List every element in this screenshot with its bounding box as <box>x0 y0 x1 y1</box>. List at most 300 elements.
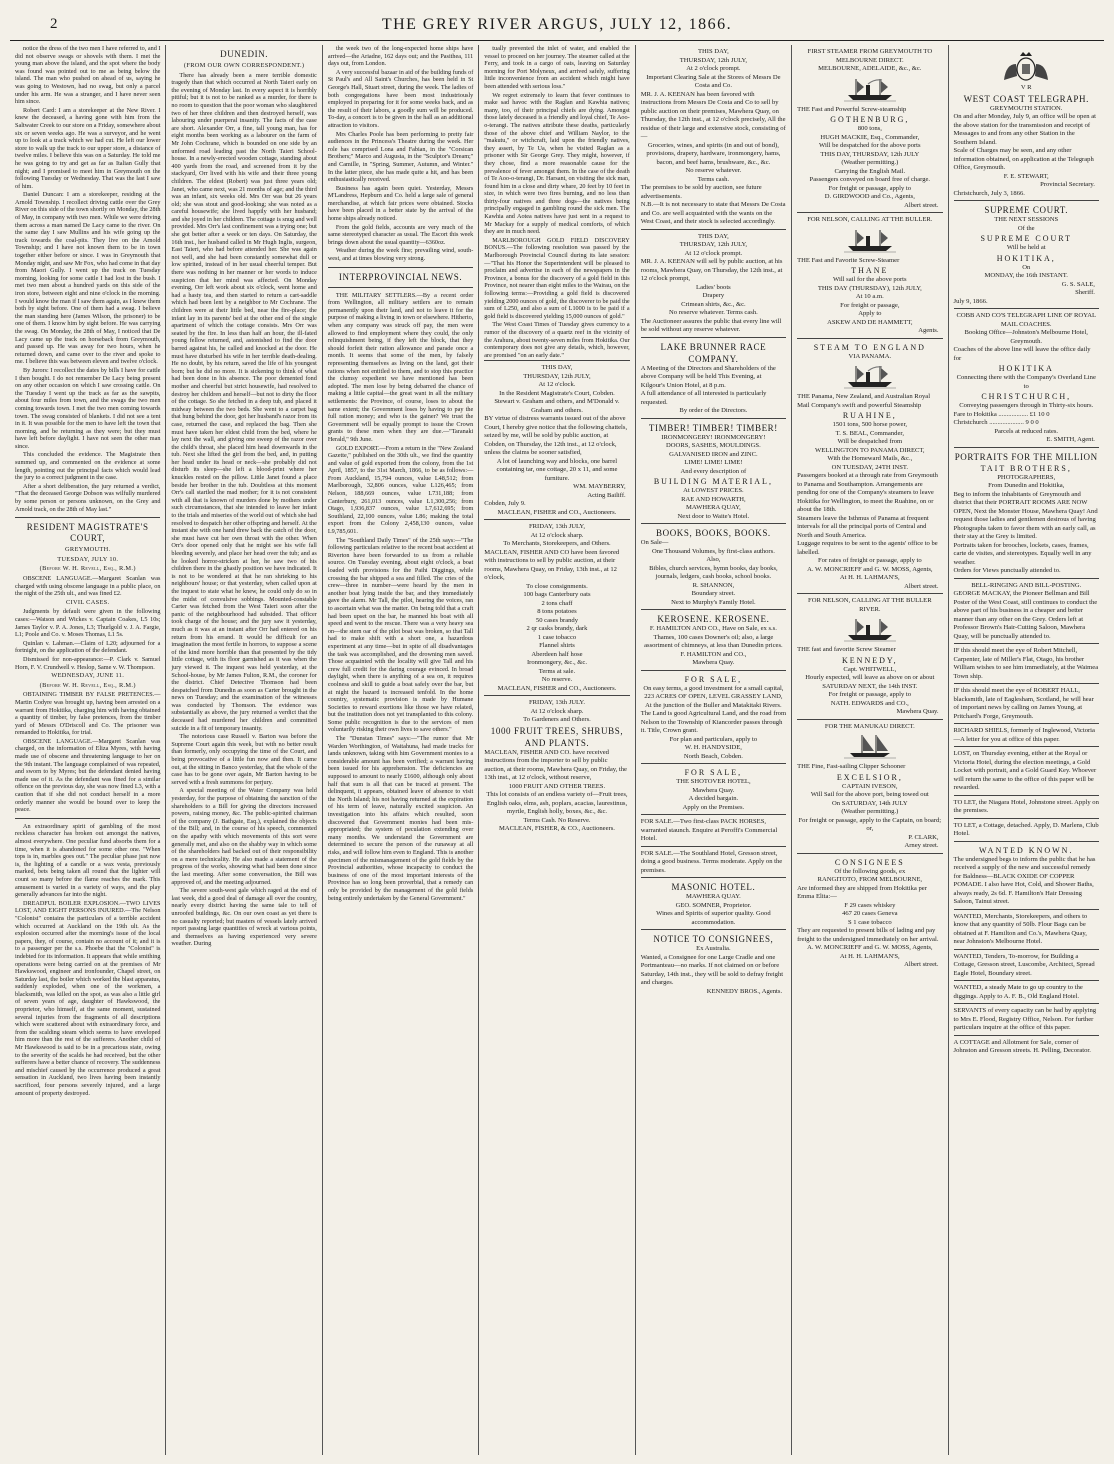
ad-body: THE Fine, Fast-sailing Clipper Schooner <box>797 763 906 770</box>
ad-line: PHOTOGRAPHERS, <box>997 473 1056 481</box>
section-heading: RESIDENT MAGISTRATE'S COURT, <box>26 522 149 544</box>
ad-line: Will Sail for the above port, being towed out <box>810 791 929 798</box>
article-paragraph: Daniel Duncan: I am a storekeeper, residing at the Arnold Township. I recollect driving cattle over the Grey River on this side of the town shortly on Monday, the 28th of May, in company with two men. While we were driving them across a man named De Lacy came to the river. On the same day I saw Mullins and his wife going up the track towards the coal-pits. They live on the Arnold Township; and I have not known them to be in town together either before or since. I was in Greymouth that Monday night, and saw Mr Fox, who had come in that day from Maori Gully. I went up the track on Tuesday morning, looking for some cattle I had lost in the bush. I met two men about a hundred yards on this side of the iron store, between eight and nine o'clock in the morning. I would know the man if I saw them again, as I knew them both by sight before. One of them had a swag. I believe the man standing here (James Wilson, the prisoner) to be one of them. I know him by sight before. He was carrying the swag. On Monday, the 28th of May, I noticed that De Lacy came up the track on horseback from Greymouth, and passed up. He was away for two hours, when he returned down, and came over to the river and spoke to me. I believe this was between eleven and twelve o'clock. <box>15 191 161 366</box>
article-paragraph: The West Coast Times of Tuesday gives currency to a rumor of the discovery of a quartz reef in the vicinity of the Arahura, about twenty-seven miles from Hokitika. Our contemporary does not give any details, which, however, are promised "on an early date." <box>484 321 630 359</box>
ad-line: THE NEXT SESSIONS <box>994 216 1059 223</box>
ad-body: Wanted, a Consignee for one Large Cradle and one Portmanteau—no marks. If not claimed on or before Saturday, 14th inst., they will be sold to defray freight and charges. <box>640 953 784 986</box>
ad-body: MR. J. A. KEENAN will sell by public auction, at his rooms, Mawhera Quay, on Thursday, the 12th inst., at 12 o'clock prompt, <box>640 258 783 282</box>
notice-text: RICHARD SHIELS, formerly of Inglewood, Victoria—A letter for you at office of this paper. <box>953 727 1095 743</box>
ad-line: No reserve. <box>541 676 573 684</box>
ad-heading: NOTICE TO CONSIGNEES, <box>653 934 774 944</box>
ad-signature: E. SMITH, Agent. <box>1046 436 1095 443</box>
ad-line: 223 ACRES OF OPEN, LEVEL GRASSEY LAND, <box>644 693 783 700</box>
ship-name: EXCELSIOR, <box>836 772 903 782</box>
ad-body: On and after Monday, July 9, an office will be open at the above station for the transmission and receipt of Messages to and from any other Station in the Southern Island. <box>953 113 1096 146</box>
ad-body: The Auctioneer assures the public that every line will be sold without any reserve whatever. <box>640 317 782 333</box>
shipping-ad <box>797 212 942 338</box>
article-paragraph: Mrs Charles Poole has been performing to pretty fair audiences in the Princess's Theatre during the week. Her role has comprised Lona and Fabian, in the "Corsican Brothers;" Marco and Augusta, in the "Sculptor's Dream;" and Camille, in "Spring, Summer, Autumn, and Winter." In the latter piece, she has made quite a hit, and has been enthusiastically received. <box>327 130 474 184</box>
ad-body: Luggage requires to be sent to the agents' office to be labelled. <box>797 540 938 556</box>
article-paragraph: After a short deliberation, the jury returned a verdict, "That the deceased George Dobson was wilfully murdered by some person or persons unknown, on the Grey and Arnold track, on the 28th of May last." <box>15 482 161 513</box>
ad-line: On <box>1022 263 1031 271</box>
ad-line: 1501 tons, 500 horse power, <box>832 421 908 428</box>
ad-line: FRIDAY, 13th JULY, <box>528 523 585 531</box>
ad-body: A full attendance of all interested is particularly requested. <box>640 390 767 406</box>
notice-text: TO LET, the Niagara Hotel, Johnstone street. Apply on the premises. <box>953 798 1099 814</box>
ad-line: HOKITIKA <box>998 364 1054 373</box>
notice-text: LOST, on Thursday evening, either at the Royal or Victoria Hotel, during the election meetings, a Gold Locket with portrait, and a Gold Guard Key. Whoever will return the same to the office of this paper will be rewarded. <box>953 750 1097 791</box>
masonic-hotel-ad <box>641 877 786 929</box>
ad-line: MONDAY, the 16th INSTANT. <box>984 272 1068 279</box>
article-paragraph: MARLBOROUGH GOLD FIELD DISCOVERY BONUS.—The following resolution was passed by the Marlborough Provincial Council during its late session:—"That his Honor the Superintendent will be pleased to proclaim and advertise in each of the newspapers in the Province, a bonus for the discovery of a gold field in this Province, not nearer than eight miles to the Wairau, on the following terms:—Providing a gold field is discovered yielding 2000 ounces of gold, the discoverer to be paid the sum of L250, and also a sum of L1000 is to be paid if a gold field is discovered yielding 15,000 ounces of gold." <box>484 236 630 320</box>
ad-signature: W. H. HANDYSIDE, <box>684 744 742 751</box>
notice <box>954 1003 1099 1035</box>
ad-line: For freight or passage, apply to <box>828 184 912 192</box>
ad-line: Passengers conveyed on board free of charge. <box>809 176 931 183</box>
ad-body: On easy terms, a good investment for a small capital, <box>643 684 784 692</box>
ad-line: Wines and Spirits of superior quality. Good accommodation. <box>656 910 771 926</box>
ad-address: Mawhera Quay. <box>896 708 939 715</box>
auction-ad <box>641 229 786 337</box>
article-paragraph: A special meeting of the Water Company was held yesterday, for the purpose of obtaining the sanction of the shareholders to a Bill for giving the directors increased powers, raising money, &c. The public-spirited chairman of the company (J. Bathgate, Esq.), explained the objects of the Bill; and, in the course of his speech, commented on the apathy with which movements of this sort were generally met, and also on the shabby way in which some of the shareholders had backed out of their responsibility on a mere technicality. He also made a statement of the progress of the works, showing what had been done since the last meeting. After some conversation, the Bill was approved of, and the meeting adjourned. <box>171 787 317 886</box>
article-paragraph: Dismissed for non-appearance:—P. Clark v. Samuel Horn, F. V. Crundwell v. Heslop, Same v. W. Thompson. <box>15 655 161 671</box>
ad-signature: NATH. EDWARDS and CO., <box>830 699 909 707</box>
ad-heading: BOOKS, BOOKS, BOOKS. <box>656 528 771 538</box>
consignees-ad <box>797 853 942 972</box>
shipping-ad <box>797 45 942 212</box>
ad-body: Coaches of the above line will leave the office daily for <box>953 346 1091 362</box>
ad-body: GEORGE MACKAY, the Pioneer Bellman and Bill Poster of the West Coast, still continues to conduct the above part of his business in a cheaper and better manner than any other on the Grey. Orders left at Professor Brown's Hair-Cutting Saloon, Mawhera Quay, will be punctually attended to. <box>953 590 1098 640</box>
ad-line: Will be despatched for the above ports <box>819 142 921 149</box>
ad-body: THE Panama, New Zealand, and Australian Royal Mail Company's swift and powerful Steamship <box>797 393 931 409</box>
notice-text: A COTTAGE and Allotment for Sale, corner of Johnston and Gresson streets. H. Pelling, Decorator. <box>953 1038 1091 1054</box>
ad-body: Beg to inform the inhabitants of Greymouth and district that their PORTRAIT ROOMS ARE NOW OPEN, Next the Monster House, Mawhera Quay! And request those ladies and gentlemen desirous of having Photographs taken to favor them with an early call, as their stay at the Grey is limited. <box>953 490 1098 540</box>
notice-text: TO LET, a Cottage, detached. Apply, D. Marlens, Club Hotel. <box>953 821 1099 837</box>
ad-body: The undersigned begs to inform the public that he has received a supply of the new and successful remedy for Baldness—BLACK OXIDE OF COPPER POMADE. I also have Hot, Cold, and Shower Baths, always ready, 2s 6d. F. Hamilton's Hair Dressing Saloon, Tainui street. <box>953 855 1096 905</box>
ad-heading: CONSIGNEES <box>834 857 905 867</box>
ad-line: At 12 o'clock. <box>538 381 576 389</box>
ad-line: BUILDING MATERIAL, <box>653 477 773 486</box>
article-paragraph: DREADFUL BOILER EXPLOSION.—TWO LIVES LOST, AND EIGHT PERSONS INJURED.—The Nelson "Colonist" contains the particulars of a terrible accident which occurred at Auckland on the 19th ult. As the explosion occurred after the morning's issue of the local papers, they, of course, contain no account of it; and it is to a passenger per the s.s. Phoebe that the "Colonist" is indebted for its information. It appears that while smithing operations were being carried on at the premises of Mr Hawkswood, engineer and ironfounder, Chapel street, on Saturday last, the boiler which worked the blast apparatus, suddenly exploded, when one of the workmen, a blacksmith, was killed on the spot, as was also a little girl of seven years of age, daughter of Hawkswood, the proprietor, who himself, at the same moment, sustained several injuries from the fragments of all descriptions which were scattered about with extraordinary force, and from the scalding steam which seems to have enveloped him more than the rest of the sufferers. Another child of Mr Hawkswood is said to be in a precarious state, owing to the severity of the scalds he had received, but the other sufferers have a better chance of recovery. The suddenness and mischief caused by the occurrence produced a great sensation in Auckland, two lives having been instantly sacrificed, four persons severely injured, and a large amount of property destroyed. <box>15 899 161 1097</box>
ad-line: Connecting there with the Company's Overland Line to <box>956 374 1096 390</box>
ad-line: To close consignments. <box>526 582 588 590</box>
ad-line: WELLINGTON TO PANAMA DIRECT, <box>815 446 925 454</box>
ad-item: F 29 cases whiskey <box>844 901 896 909</box>
ad-auctioneer: MACLEAN, FISHER and CO., Auctioneers. <box>497 684 617 692</box>
ad-line: 800 tons, <box>857 125 882 132</box>
date-heading: WEDNESDAY, JUNE 11. <box>51 672 125 680</box>
ship-name: KENNEDY, <box>842 655 898 665</box>
ad-line: MELBOURNE, ADELAIDE, &c., &c. <box>818 65 922 72</box>
steamship-icon <box>844 228 896 254</box>
ad-item: 2 qr casks brandy, dark <box>526 625 588 633</box>
ad-item: Aberdeen half hose <box>531 650 583 658</box>
ad-body: THE Fast and Powerful Screw-steamship <box>797 105 907 113</box>
ad-signature: Provincial Secretary. <box>1040 181 1095 188</box>
ad-heading: 1000 FRUIT AND OTHER TREES. <box>508 782 606 790</box>
ad-date: July 9, 1866. <box>953 297 988 305</box>
ad-address: Next door to Waite's Hotel. <box>677 512 750 520</box>
ad-body: Passengers booked at a through rate from Greymouth to Panama and Southampton. Arrangements are pending for one of the Company's steamers to leave Hokitika for Wellington, to meet the Ruahine, on or about the 18th. <box>797 472 938 513</box>
article-paragraph: GOLD EXPORT.—From a return in the "New Zealand Gazette," published on the 30th ult., we find the quantity and value of gold exported from the colony, from the 1st April, 1857, to the 31st March, 1866, to be as follows:—From Auckland, 15,794 ounces, value L48,512; from Marlborough, 32,806 ounces, value L126,465; from Nelson, 188,669 ounces, value L731,188; from Canterbury, 261,013 ounces, value L1,300,256; from Otago, 1,936,837 ounces, value L7,612,695; from Southland, 22,100 ounces, value L86; making the total export from the Colony 2,458,130 ounces, value L9,785,601. <box>327 444 474 536</box>
ad-line: THIS DAY (THURSDAY), 12th JULY, <box>817 284 922 292</box>
ad-heading: MASONIC HOTEL. <box>671 882 756 892</box>
ad-heading: FOR NELSON, CALLING AT THE BULLER. <box>807 216 933 223</box>
ad-line: For rates of freight or passage, apply to <box>818 557 922 564</box>
coach-ad <box>954 308 1099 447</box>
subheading: CIVIL CASES. <box>65 598 110 606</box>
ad-body: Are informed they are shipped from Hokitika per Emma Elita:— <box>797 884 927 900</box>
ad-line: Will be held at <box>1006 244 1046 251</box>
ad-line: On SATURDAY, 14th JULY <box>832 799 908 807</box>
article-paragraph: notice the dress of the two men I have referred to, and I did not observe swags or shovels with them. I met the young man above the island, and the spot where the body was found was pointed out to me as being below the island. The man who pushed on ahead of us, saying he was going to Westown, had no swag, but only a parcel under his arm. He was a stranger, and I have never seen him since. <box>15 45 161 106</box>
ad-body: N.B.—It is not necessary to state that Messrs De Costa and Co. are well acquainted with the wants on the West Coast, and their stock is selected accordingly. <box>640 201 786 225</box>
ad-body: BY virtue of distress warrants issued out of the above Court, I hereby give notice that the following chattels, seized by me, will be sold by public auction, at Cobden, on Thursday, the 12th inst., at 12 o'clock, unless the claims be sooner satisfied, <box>484 415 628 457</box>
notice <box>954 723 1099 746</box>
ad-line: To Merchants, Storekeepers, and Others. <box>503 540 611 548</box>
divider <box>15 818 160 819</box>
ad-item: Drapery <box>702 292 725 299</box>
ad-body: THE fast and favorite Screw Steamer <box>797 646 896 653</box>
ad-item: 1 case tobacco <box>537 633 577 641</box>
ad-line: At 12 o'clock prompt. <box>684 249 743 257</box>
ad-body: FOR SALE.—The Southland Hotel, Gresson street, doing a good business. Terms moderate. Apply on the premises. <box>640 849 783 874</box>
ad-line: Terms cash. <box>697 175 730 183</box>
before-line: (Before W. H. Revell, Esq., R.M.) <box>39 681 136 689</box>
ad-item: 8 tons potatoes <box>537 608 577 616</box>
ad-address: At H. H. LAHMAN'S, <box>839 952 900 960</box>
ad-line: HOKITIKA, <box>996 253 1056 263</box>
ad-line: IRONMONGERY! IRONMONGERY! <box>661 433 766 441</box>
steamship-icon <box>844 617 896 643</box>
ad-signature: R. SHANNON, <box>692 581 735 589</box>
ad-date: Cobden, July 9. <box>484 500 526 508</box>
article-paragraph: An extraordinary spirit of gambling of the most reckless character has broken out amongst the natives, almost everywhere. One peculiar fund absorbs them for a time, when it is abandoned for some other one. "When tops is in, marbles goes out." The peculiar phase just now is, the lighting of a candle or a wax vesta, previously marked, bets being taken all round that the lighter will count so many before the flame reaches the mark. This amusement is varied in a variety of ways, and the play generally advances far into the night. <box>15 822 161 899</box>
notice <box>954 643 1099 683</box>
supreme-court-ad <box>954 200 1099 308</box>
ad-line: Also, <box>706 556 721 563</box>
auction-ad <box>484 695 629 836</box>
ad-line: Ex Australia. <box>696 945 731 952</box>
ad-line: Apply to <box>858 310 882 317</box>
ad-signature: Acting Bailiff. <box>587 491 626 499</box>
ad-line: A decided bargain. <box>688 795 739 802</box>
ad-date: Christchurch, July 3, 1866. <box>953 189 1025 197</box>
ad-address: Agents. <box>918 327 939 334</box>
ad-line: Terms Cash. No Reserve. <box>523 816 591 824</box>
ad-line: GALVANISED IRON and ZINC. <box>669 450 758 458</box>
ad-line: CHRISTCHURCH, <box>981 392 1072 401</box>
ad-line: THIS DAY, <box>698 48 729 55</box>
before-line: (Before W. H. Revell, Esq., R.M.) <box>39 565 136 573</box>
ad-line: Of the <box>1017 224 1035 232</box>
ad-body: Steamers leave the Isthmus of Panama at frequent intervals for all the principal ports of Central and North and South America. <box>797 514 929 539</box>
ad-line: CAPTAIN IVESON, <box>842 782 898 790</box>
notice <box>954 746 1099 795</box>
article-paragraph: OBSCENE LANGUAGE.—Margaret Scanlan was charged with using obscene language in a public place, on the night of the 25th ult., and was fined £2. <box>15 575 161 598</box>
ad-heading: COBB AND CO'S TELEGRAPH LINE OF ROYAL MAIL COACHES. <box>956 312 1097 328</box>
ad-signature: Sheriff. <box>1075 289 1095 296</box>
hotel-sale-ad <box>641 846 786 878</box>
notice <box>954 1035 1099 1058</box>
ad-line: Hourly expected, will leave as above on or about <box>805 674 935 681</box>
ad-body: This lot consists of an endless variety of—Fruit trees, English oaks, elms, ash, poplars, acacias, laurestinus, myrtle, English holly, boxes, &c., &c. <box>486 791 628 816</box>
ad-signature: A. W. MONCRIEFF and G. W. MOSS, Agents, <box>807 944 933 951</box>
notice <box>954 980 1099 1003</box>
ad-line: From Dunedin and Hokitika, <box>988 482 1065 489</box>
ad-address: MAWHERA QUAY, <box>686 504 741 511</box>
ad-line: At the junction of the Buller and Matakitaki Rivers. <box>645 701 782 709</box>
section-heading: INTERPROVINCIAL NEWS. <box>338 271 463 282</box>
books-ad <box>641 523 786 609</box>
ad-line: Carrying the English Mail. <box>834 167 906 175</box>
shipping-ad <box>797 719 942 853</box>
steamship-icon <box>844 77 896 103</box>
article-paragraph: Weather during the week fine; prevailing wind, south-west, and at times blowing very strong. <box>327 247 474 263</box>
ad-line: SUPREME COURT <box>980 234 1072 243</box>
ad-line: THIS DAY, <box>541 364 573 372</box>
ad-body: The Land is good Agricultural Land, and the road from Nelson to the Township of Kiancorder passes through it. Title, Crown grant. <box>640 710 787 734</box>
ad-line: Stewart v. Graham and others, and M'Donald v. Graham and others. <box>494 398 620 414</box>
fare-line: Fare to Hokitika .................. £1 10 0 <box>953 410 1050 418</box>
ad-item: 2 tons chaff <box>541 599 573 607</box>
ad-item: 100 bags Canterbury oats <box>523 591 591 599</box>
shipping-ad <box>797 593 942 719</box>
ad-heading: 1000 FRUIT TREES, SHRUBS, AND PLANTS. <box>490 725 624 748</box>
ad-line: On Sale— <box>640 539 669 546</box>
telegraph-ad <box>954 45 1099 200</box>
ad-line: Will be despatched from <box>837 438 903 445</box>
ad-body: Portraits taken for brooches, lockets, cases, frames, carte de visites, and stereotypes. Equally well in any weather. <box>953 541 1092 566</box>
ship-name: RUAHINE, <box>842 411 897 420</box>
ad-line: At 12 o'clock sharp. <box>530 531 584 539</box>
auction-ad <box>484 360 629 519</box>
ad-body: FOR SALE.—Two first-class PACK HORSES, warranted staunch. Enquire at Peroffi's Commercial Hotel. <box>640 818 778 842</box>
column-2 <box>166 45 322 1455</box>
hotel-sale-ad <box>641 763 786 814</box>
ad-signature: D. GIRDWOOD and Co., Agents, <box>824 193 915 200</box>
ad-line: Will sail for the above ports <box>833 276 907 283</box>
ad-heading: KEROSENE. KEROSENE. <box>657 614 770 624</box>
ad-line: THURSDAY, 12th JULY, <box>679 241 748 248</box>
divider <box>328 287 473 288</box>
article-paragraph: Quinlan v. Lahman.—Claim of L20; adjourned for a fortnight, on the application of the defendant. <box>15 639 161 655</box>
kerosene-ad <box>641 609 786 670</box>
ad-body: MACLEAN, FISHER AND CO. have received instructions from the importer to sell by public auction, at their rooms, Mawhera Quay, on Friday, the 13th inst., at 12 o'clock, without reserve, <box>484 748 627 782</box>
ad-line: Booking Office—Johnston's Melbourne Hotel, Greymouth. <box>964 329 1088 345</box>
columns <box>10 45 1104 1455</box>
ad-line: At LOWEST PRICES. <box>683 487 744 494</box>
ad-line: TAIT BROTHERS, <box>980 463 1072 473</box>
ad-line: At 2 o'clock prompt. <box>686 65 741 72</box>
notice-text: WANTED, a steady Mate to go up country to the diggings. Apply to A. F. B., Old England Hotel. <box>953 984 1083 1000</box>
ad-signature: By order of the Directors. <box>679 407 748 414</box>
notice <box>954 683 1099 723</box>
ad-signature: P. CLARK, <box>908 833 939 841</box>
column-3 <box>323 45 479 1455</box>
auction-ad <box>641 45 786 229</box>
ad-line: At 12 o'clock sharp. <box>530 707 584 715</box>
ad-heading: SUPREME COURT. <box>984 205 1069 215</box>
column-7 <box>949 45 1104 1455</box>
ad-line: To Gardeners and Others. <box>523 716 591 724</box>
ad-heading: FOR THE MANUKAU DIRECT. <box>824 722 915 730</box>
ad-address: North Beach, Cobden. <box>683 752 743 760</box>
ad-item: Crimean shirts, &c., &c. <box>681 300 746 308</box>
article-paragraph: We regret extremely to learn that fever continues to make sad havoc with the Raglan and Kawhia natives; many, too, of their principal chiefs are dying. Amongst those lately deceased is a friendly and loyal chief, Te Aoo-o-terangi. The natives attribute these deaths, particularly those of the above chief and William Naylor, to the "makutu," or witchcraft, laid upon the friendly natives, they assert, by Te Ua, when he visited Raglan as a prisoner with Sir George Grey. They might, however, if they chose, find a more reasonable cause for the prevalence of fever amongst them. In the case of the death of Te Aoo-o-terangi, Dr. Harsant, on visiting the sick man, found him in a close and dirty whare, 20 feet by 10 feet in size, in which were two fires burning, and no less than thirty-four natives and three dogs—the natives being principally engaged in gambling round the sick men. The Kawhia and Aotea natives have just sent in a request to Mr Mackay for a supply of medical comforts, of which they are in much need. <box>484 91 630 236</box>
ad-line: HUGH MACKIE, Esq., Commander, <box>820 133 920 141</box>
ad-line: THE SHOTOVER HOTEL, <box>676 778 751 785</box>
notice-text: IF this should meet the eye of ROBERT HALL, blacksmith, late of Eaglesham, Scotland, he will hear of important news by calling on James Young, at Pritchard's Forge, Greymouth. <box>953 687 1094 720</box>
ad-body: F. HAMILTON AND CO., Have on Sale, ex s.s. Thames, 100 cases Downer's oil; also, a large assortment of chimneys, at less than Dunedin prices. <box>644 625 783 649</box>
ad-item: S 1 case tobacco <box>847 918 892 926</box>
date-heading: TUESDAY, JULY 10. <box>57 555 119 563</box>
ad-signature: WM. MAYBERRY, <box>573 483 626 491</box>
article-paragraph: Business has again been quiet. Yesterday, Messrs M'Landress, Hepburn and Co. held a large sale of general merchandise, at which fair prices were obtained. Stocks have been placed in a better state by the arrival of the home ships already noticed. <box>327 184 474 223</box>
notice <box>954 818 1099 841</box>
ad-item: Flannel shirts <box>539 642 575 650</box>
ad-address: Arney street. <box>904 842 939 849</box>
article-paragraph: The "Dunstan Times" says:—"The rumor that Mr Warden Worthington, of Waitahuna, had made tracks for lands unknown, taking with him Government monies to a considerable amount has been verified; a warrant having been issued for his apprehension. The deficiencies are supposed to amount to nearly £1600, although only about half that sum is all that can be traced at present. The delinquent, it appears, obtained leave of absence to visit the North Island; his not having returned at the expiration of his term of leave, naturally excited suspicion. An investigation into his affairs which resulted, soon discovered that Government monies had been mis-appropriated; the system of peculation extending over many months. We understand the Government are determined to secure the person of the runaway at all risks, and will follow him even to England. This is another specimen of the mismanagement of the gold fields by the Provincial authorities, whose incapacity to conduct the business of one of the most important interests of the Province has so long been proverbial, that a remedy can only be provided by the management of the gold fields being entirely undertaken by the General Government." <box>327 735 474 902</box>
article-paragraph: The notorious case Russell v. Barton was before the Supreme Court again this week, but with no better result than formerly, only occupying the time of the Court, and being provocative of a little fun now and then. It came out, at the sitting in Banco yesterday, that the whole of the case has to be gone over again, Mr Barton having to be served with a fresh summons for perjury. <box>171 733 317 786</box>
article-paragraph: The severe south-west gale which raged at the end of last week, did a good deal of damage all over the country, nearly every district having the same tale to tell of unroofed buildings, &c. On our own coast as yet there is no casualty reported; but masters of vessels lately arrived report passing large quantities of wreck at various points, and themselves as having experienced very severe weather. During <box>171 887 317 948</box>
wanted-known-ad <box>954 841 1099 909</box>
ad-line: Important Clearing Sale at the Stores of Messrs De Costa and Co. <box>646 73 781 89</box>
masthead <box>10 0 1104 41</box>
ad-line: Terms at sale. <box>538 667 576 675</box>
article-paragraph: A very successful bazaar in aid of the building funds of St Paul's and All Saint's Churches, has been held in St George's Hall, Stuart street, during the week. The ladies of both congregations have been most industriously employed in preparing for it for some weeks back, and as the result of their labors, a goodly sum will be produced. To-day, a concert is to be given in the hall as an additional attraction to visitors. <box>327 68 474 129</box>
notice-text: WANTED, Merchants, Storekeepers, and others to know that any quantity of 50lb. Flour Bags can be obtained at F. Hamilton and Co.'s, Mawhera Quay, near Johnston's Melbourne Hotel. <box>953 912 1088 945</box>
article-paragraph: By Jurors: I recollect the dates by bills I have for cattle I then bought. I do not remember De Lacy being present on any other occasion on which I saw crossing cattle. On the Tuesday I went up the track as far as the sawpits, about four miles from town, and the swags the two men coming towards town. I met the two men coming towards town. The swag consisted of blankets. I did not see a tent in it. It was possible for the men to have left the town that morning, and be returning as they were; but they must have left before daylight. I have not seen the other man since. <box>15 366 161 450</box>
ad-body: Orders for Views punctually attended to. <box>953 567 1061 574</box>
ad-line: Conveying passengers through in Thirty-six hours. <box>959 402 1094 409</box>
royal-crest-icon <box>996 50 1056 84</box>
ad-line: THURSDAY, 12th JULY, <box>523 372 591 380</box>
ad-auctioneer: MACLEAN, FISHER and CO., Auctioneers. <box>497 508 617 516</box>
ad-heading: PORTRAITS FOR THE MILLION <box>954 451 1098 462</box>
ad-line: For freight or passage, apply to the Captain, on board; or, <box>798 816 942 832</box>
ad-signature: KENNEDY BROS., Agents. <box>706 987 783 995</box>
ad-line: Mawhera Quay. <box>692 786 735 794</box>
ad-address: Albert street. <box>904 961 939 968</box>
ad-heading: STEAM TO ENGLAND <box>813 342 926 352</box>
ad-signature: ASKEW AND DE HAMMETT, <box>827 318 913 326</box>
ad-address: Next to Murphy's Family Hotel. <box>671 598 756 606</box>
ad-line: No reserve whatever. Terms cash. <box>669 309 758 316</box>
notice <box>954 949 1099 981</box>
ad-heading: FOR SALE, <box>684 768 743 777</box>
meeting-ad <box>641 337 786 418</box>
ad-address: Mawhera Quay. <box>692 659 735 666</box>
notice <box>954 795 1099 818</box>
ad-list: Groceries, wines, and spirits (in and out of bond), provisions, drapery, hardware, ironmongery, hams, bacon, and beef hams, brushware, &c., &c. <box>646 141 781 166</box>
ad-heading: LAKE BRUNNER RACE COMPANY. <box>660 341 767 364</box>
ad-line: RANGITOTO, FROM MELBOURNE, <box>817 876 923 883</box>
ad-line: T. S. BEAL, Commander, <box>835 429 904 437</box>
article-paragraph: The "Southland Daily Times" of the 25th says:—"The following particulars relative to the recent boat accident at Riverton have been forwarded to us from a reliable source. On Tuesday evening, about eight o'clock, a boat loaded with provisions for the Paihi Diggings, while crossing the bar shipped a sea and filled. The cries of the crew—three in number—were heard by the men in another boat lying inside the bar, and they immediately gave the alarm. Mr Tall, the pilot, hearing the voices, ran to ascertain what was the matter. On being told that a craft had been upset on the bar, he manned his boat with all speed and went to the rescue. There was a very heavy sea on—the stern oar of the pilot boat was broken, so that Tall had to make shift with a short one, a hazardous experiment at any time—but in spite of all disadvantages the task was accomplished, and the drowning men saved. Those acquainted with the locality will give Tall and his crew full credit for the daring courage evinced. In broad daylight, when there is anything of a sea on, it requires coolness and skill to guide a boat safely over the bar, but at night the hazard is increased tenfold. In the home country, systematic provision is made by Humane Societies to reward exertions like those we have related, but the institution does not yet transplanted to this colony. Some public recognition is due to the services of men voluntarily risking their own lives to save others." <box>327 536 474 734</box>
ad-line: DOORS, SASHES, MOULDINGS. <box>666 442 761 449</box>
ad-item: 467 20 cases Geneva <box>842 910 898 917</box>
ad-address: Boundary street. <box>691 590 736 597</box>
ad-line: In the Resident Magistrate's Court, Cobden. <box>499 389 615 397</box>
article-paragraph: Robert Card: I am a storekeeper at the New River. I knew the deceased, a having gone with him from the Saltwater Creek to our store on a Friday, somewhere about six or seven weeks ago. He was a surveyor, and he went up to look at a track which we had cut. He left our lower store to walk up the track to our upper store, a distance of twelve miles. I believe this was on a Saturday. He told me he was going to try and get as far as Italian Gully that night; and I promised to meet him in Greymouth on the following Tuesday or Wednesday. That was the last I saw of him. <box>15 106 161 190</box>
ad-line: With the Homeward Mails, &c., <box>827 455 913 462</box>
article-paragraph: tually prevented the inlet of water, and enabled the vessel to proceed on her journey. The steamer called at the Ferry, and took in a cargo of oats, leaving on Saturday morning for Port Molyneux, and arrived safely, suffering little inconvenience from an accident which might have been attended with serious loss." <box>484 45 630 90</box>
ad-address: At H. H. LAHMAN'S, <box>839 574 900 581</box>
ad-body: Scale of Charges may be seen, and any other information obtained, on application at the Telegraph Office, Greymouth. <box>953 147 1094 171</box>
ad-line: For plan and particulars, apply to <box>669 735 758 743</box>
column-1 <box>10 45 166 1455</box>
ad-body: A Meeting of the Directors and Shareholders of the above Company will be held This Evening, at Kilgour's Union Hotel, at 8 p.m. <box>640 364 776 389</box>
ad-line: (Weather permitting.) <box>841 159 899 166</box>
ad-signature: RAE AND HOWARTH, <box>681 495 746 503</box>
ad-line: For freight or passage, <box>840 301 900 309</box>
ad-line: SATURDAY NEXT, the 14th INST. <box>822 682 918 690</box>
ad-item: Ironmongery, &c., &c. <box>526 659 587 667</box>
ad-heading: WEST COAST TELEGRAPH. <box>963 93 1089 104</box>
auction-ad <box>484 519 629 695</box>
shipping-ad <box>797 338 942 594</box>
ad-signature: F. HAMILTON and CO., <box>680 650 747 658</box>
article-paragraph: THE MILITARY SETTLERS.—By a recent order from Wellington, all military settlers are to remain permanently upon their land, and not to leave it for the purpose of making a living in town or elsewhere. Hitherto, when any company was struck off pay, the men were allowed to find employment where they could, the only relinquishment being, if they left the block, that they should forfeit their ration allowance and parade once a month. It seems that some of the men, by falsely representing themselves as living on the land, got their rations when not entitled to them, and to stop this practice the clumsy expedient we have mentioned has been adopted. The men lose by being debarred the chance of making a little capital—the great want in all the military settlements: the Province, of course, loses to about the same extent; the Government loses by having to pay the full ration money; and who is the gainer? We trust the Government will be equally prompt to issue the Crown grants to these men when they are due.—"Taranaki Herald," 9th June. <box>327 291 474 443</box>
ad-line: THIS DAY, THURSDAY, 12th JULY <box>820 150 920 158</box>
article-paragraph: This concluded the evidence. The Magistrate then summed up, and commented on the evidence at some length, pointing out the principal facts which would lead the jury to a correct judgment in the case. <box>15 451 161 482</box>
land-sale-ad <box>641 670 786 764</box>
ad-line: THIS DAY, <box>698 232 729 240</box>
ad-subheading: GREYMOUTH STATION. <box>990 104 1063 112</box>
ad-line: MAWHERA QUAY. <box>686 893 741 900</box>
column-6 <box>792 45 948 1455</box>
ad-list: A lot of launching way and blocks, one barrel containing tar, one cottage, 20 x 11, and some furniture. <box>496 457 618 482</box>
ship-name: GOTHENBURG, <box>830 115 910 124</box>
divider <box>15 517 160 518</box>
ad-line: One Thousand Volumes, by first-class authors. <box>651 547 775 555</box>
newspaper-title: THE GREY RIVER ARGUS, JULY 12, 1866. <box>381 16 733 33</box>
notice-text: SERVANTS of every capacity can be had by applying to Mrs E. Flood, Registry Office, Nelson. For further particulars inquire at the office of this paper. <box>953 1007 1097 1031</box>
schooner-icon <box>844 734 896 760</box>
ad-signature: GEO. SOMNER, Proprietor. <box>675 901 752 909</box>
ad-line: Parcels at reduced rates. <box>994 427 1059 435</box>
section-heading: DUNEDIN. <box>220 49 269 59</box>
ship-name: THANE <box>851 266 889 275</box>
ad-body: The premises to be sold by auction, see future advertisements. <box>640 184 762 200</box>
ad-address: Albert street. <box>904 582 939 590</box>
ad-address: Albert street. <box>904 201 939 209</box>
ad-signature: A. W. MONCRIEFF and G. W. MOSS, Agents, <box>807 565 933 573</box>
ad-line: Bibles, church services, hymn books, day books, journals, ledgers, cash books, school books. <box>649 564 778 580</box>
column-4 <box>479 45 635 1455</box>
ad-line: No reserve whatever. <box>685 167 742 174</box>
crest-monogram: V R <box>1020 84 1032 91</box>
ad-line: Capt. WHITWELL, <box>843 665 897 673</box>
ad-body: THE Fast and Favorite Screw-Steamer <box>797 256 900 264</box>
ad-line: VIA PANAMA. <box>848 352 892 360</box>
ad-item: 50 cases brandy <box>535 616 579 624</box>
article-paragraph: There has already been a mere terrible domestic tragedy than that which occurred at North Taieri early on the evening of Monday last. In every aspect it is horribly pitiful; but it is not to be ranked as a murder, for there is no room to question that the poor woman who slaughtered two of her three children and then destroyed herself, was labouring under puerperal insanity. The facts of the case are short. Alexander Orr, a fine, tall young man, has for eight months been working as a labourer on the farm of Mr John Cochrane, which is bounded on one side by an unformed road leading past the North Taieri School-house. In a newly-erected wooden cottage, standing about 400 yards from the road, and screened from it by the stackyard, Orr lived with his wife and their three young children. The eldest (Robert) was just three years old; Janet, who came next, was 21 months of age; and the third was an infant, six weeks old. Mrs Orr was but 26 years old; she was stout and good-looking; she was noted as a careful housewife; she lived happily with her husband; and she joyed in her children. The cottage is snug and well provided. Mrs Orr's last confinement was a trying one; but she got better after a week or ten days. On Saturday, the 16th inst., her husband called in Mr Hugh Inglis, surgeon, East Taieri, who had before attended her. She was again not well, and she had been constantly somewhat dull or low spirited, instead of in her usual cheerful temper. But there was nothing in her manner or her words to induce suspicion that her mind was affected. On Monday evening, Orr left work about six o'clock, went home and had a hasty tea, and then started to return a cart-saddle which had been lent by a neighbor to Mr Cochrane. The children were at their little bed, near the fire-place; the infant lay in its parents' bed at the other end of the single apartment of which the cottage consists. Mrs Orr was seated by the fire. In less than half an hour, the ill-fated young fellow returned, and, astonished to find the door barred against his, he called and knocked at the door. He must have disturbed his wife in her terrible death-dealing. He no doubt, by his return, saved the life of his youngest born; but he did no more. It is sickening to think of what had been done in his absence. The poor demented fond mother and cheerful but strict housewife, had resolved to destroy her children and herself—but not to dirty the floor of the cottage. So she fetched in a deep tub, and placed it midway between the two beds. She went to a carpet bag that hung behind the door, got her husband's razor from its case, returned the case, and replaced the bag. Then she must have taken her eldest child from the bed, where he lay next the wall, and giving one sweep of the razor over the child's throat, she placed him head downwards in the tub. Next she lifted the girl from the bed, and, in putting her head under its head or neck—she probably did not disturb its sleep—she left a blood-print where her knuckles rested on the pillow. Little Janet found a place beside her brother in the tub. Doubtless at this moment Orr's call startled the mad mother; for it is not consistent with all that is known of murders done by mothers under such circumstances, that she intended to leave her infant to the trials and miseries of the world out of which she had resolved to despatch her other offspring and herself. At the instant she with one hand drew back the catch of the door, she must have cut her own throat with the other. When Orr's door opened only that he might see his wife fall bleeding severely, and place her head over the tub; and as he looked horror-stricken at her, he saw two of his children there in the ghastly position we have indicated. It is not to be wondered at that he ran shrieking to his neighbours' house; or that yesterday, when called upon at the inquest to state what he knew, he could only do so in the midst of convulsive sobbings. Mounted-constable Carter was fetched from the West Taieri soon after the panic of the neighbourhood had subsided. That officer took charge of the house; and the jury saw it yesterday, much as it was at an instant after Orr had entered on his return from his errand. It would be difficult for an imagination the most fertile in horrors, to suppose a scene of the kind more horrible than that presented by the tidy little cottage, with its floor garnished as it was when the jury viewed it. The inquest was held yesterday, at the School-house, by Mr James Fulton, R.M., the coroner for the district. Chief Detective Thomson had been despatched from Dunedin as soon as Carter brought in the news on Tuesday; and the examination of the witnesses was conducted by Thomson. The evidence was substantially as above, the jury returned a verdict that the deceased had murdered her children and committed suicide in a fit of temporary insanity. <box>171 71 317 732</box>
horse-sale-ad <box>641 814 786 846</box>
divider <box>328 267 473 268</box>
ad-line: THURSDAY, 12th JULY, <box>679 56 748 64</box>
fare-line: Christchurch ..................... 9 0 0 <box>953 419 1039 426</box>
photographer-ad <box>954 447 1099 578</box>
ad-heading: TIMBER! TIMBER! TIMBER! <box>648 422 778 433</box>
notice-text: WANTED, Tenders, To-morrow, for Building a Cottage, Gresson street, Luscombe, Architect, Spread Eagle Hotel, Boundary street. <box>953 952 1095 977</box>
article-paragraph: Judgments by default were given in the following cases:—Watson and Wickes v. Captain Coakes, L5 10s; James Taylor v. P. A. Jones, L3; Thurlgold v. J. A. Fargie, L1; Poole and Co. v. Moses Thomas, L1 5s. <box>15 608 161 639</box>
consignee-notice <box>641 929 786 998</box>
page-number: 2 <box>50 16 58 32</box>
bellman-ad <box>954 578 1099 644</box>
steamship-icon <box>844 364 896 390</box>
ad-line: Apply on the Premises. <box>682 803 745 811</box>
